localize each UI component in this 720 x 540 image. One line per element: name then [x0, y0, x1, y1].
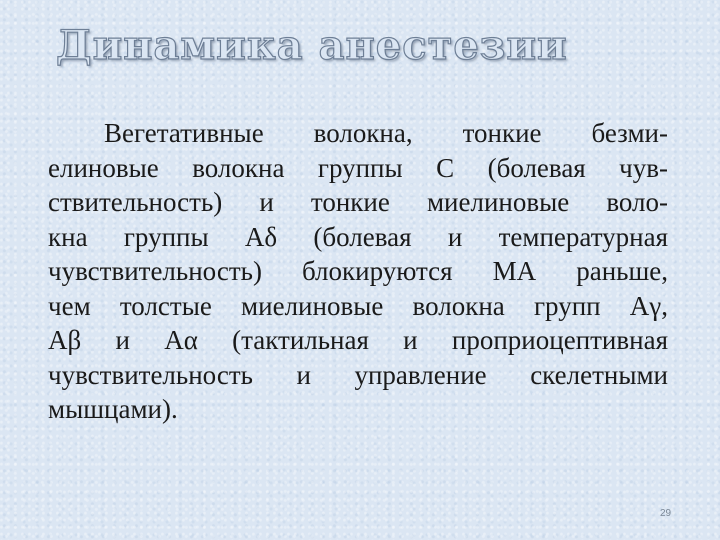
body-line: Aβ и Aα (тактильная и проприоцептивная	[48, 325, 668, 355]
body-line: ствительность) и тонкие миелиновые воло-	[48, 187, 668, 217]
body-line: мышцами).	[48, 394, 178, 424]
body-line: кна группы Aδ (болевая и температурная	[48, 221, 668, 252]
slide-body-text	[48, 116, 668, 427]
body-line: чувствительность и управление скелетными	[48, 359, 668, 390]
body-line: чувствительность) блокируются МА раньше,	[48, 256, 668, 286]
body-line: чем толстые миелиновые волокна групп Aγ,	[48, 290, 668, 321]
body-line: Вегетативные волокна, тонкие безми-	[104, 118, 668, 148]
slide-title: Динамика анестезии	[56, 22, 568, 69]
body-line: елиновые волокна группы С (болевая чув-	[48, 152, 668, 183]
page-number: 29	[660, 508, 672, 519]
